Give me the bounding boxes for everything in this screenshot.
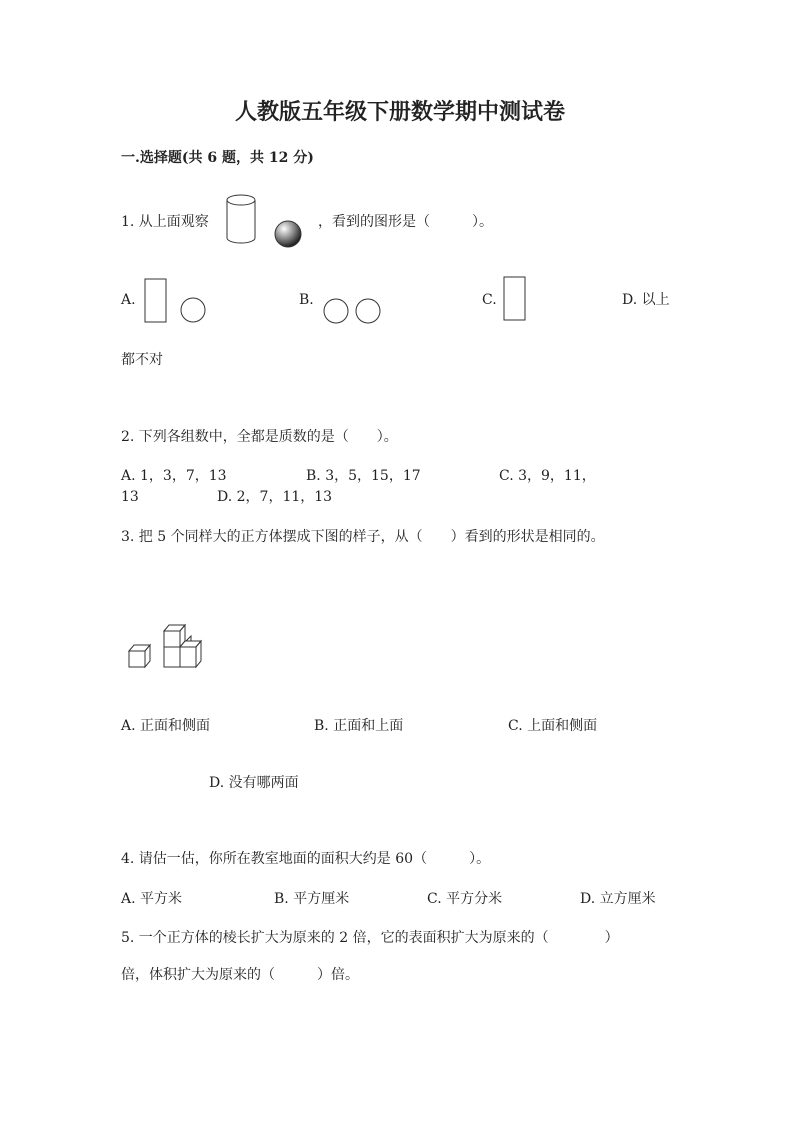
question-2-option-d: D. 2，7，11，13 <box>217 489 333 505</box>
sphere-figure <box>274 220 304 250</box>
question-5-stem: 5. 一个正方体的棱长扩大为原来的 2 倍，它的表面积扩大为原来的（ ） <box>121 930 619 946</box>
question-2-option-b: B. 3，5，15，17 <box>306 468 421 484</box>
question-3-option-a: A. 正面和侧面 <box>121 718 211 734</box>
option-b-figure <box>322 298 392 328</box>
question-2-option-c: C. 3，9，11， <box>499 468 596 484</box>
question-1-option-b: B. <box>299 292 314 308</box>
question-2-option-a: A. 1，3，7，13 <box>121 468 227 484</box>
option-a-figure <box>143 278 213 328</box>
question-5-stem-continued: 倍，体积扩大为原来的（ ）倍。 <box>121 967 359 983</box>
question-4-option-c: C. 平方分米 <box>427 891 503 907</box>
question-4-option-a: A. 平方米 <box>121 891 183 907</box>
question-3-stem: 3. 把 5 个同样大的正方体摆成下图的样子，从（ ）看到的形状是相同的。 <box>121 529 605 545</box>
question-1-option-c: C. <box>482 292 497 308</box>
question-1-option-d: D. 以上 <box>622 292 670 308</box>
cubes-figure <box>126 624 216 670</box>
question-2-stem: 2. 下列各组数中，全都是质数的是（ ）。 <box>121 429 398 445</box>
question-3-option-b: B. 正面和上面 <box>314 718 404 734</box>
question-4-option-b: B. 平方厘米 <box>274 891 350 907</box>
question-1-stem: 1. 从上面观察 <box>121 214 209 230</box>
page-title: 人教版五年级下册数学期中测试卷 <box>234 99 565 125</box>
question-1-stem-end: ，看到的图形是（ ）。 <box>318 214 493 230</box>
question-1-option-a: A. <box>121 292 136 308</box>
question-4-stem: 4. 请估一估，你所在教室地面的面积大约是 60（ ）。 <box>121 851 491 867</box>
question-3-option-d: D. 没有哪两面 <box>209 775 299 791</box>
cylinder-figure <box>225 192 261 248</box>
option-c-figure <box>502 276 528 324</box>
section-heading: 一.选择题(共 6 题，共 12 分) <box>121 150 314 166</box>
question-4-option-d: D. 立方厘米 <box>580 891 656 907</box>
question-2-option-c-continued: 13 <box>121 489 139 505</box>
question-3-option-c: C. 上面和侧面 <box>508 718 598 734</box>
question-1-option-d-continued: 都不对 <box>121 352 163 368</box>
